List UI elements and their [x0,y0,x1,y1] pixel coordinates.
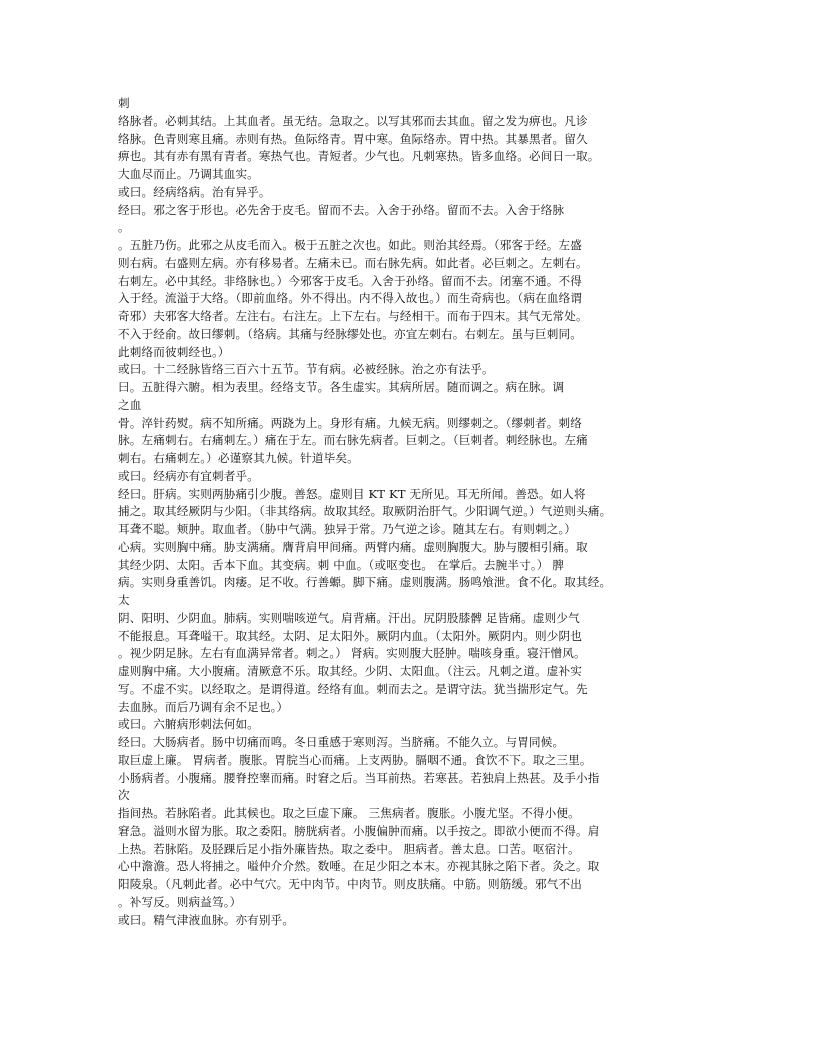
text-line: 或曰。十二经脉皆络三百六十五节。节有病。必被经脉。治之亦有法乎。 [118,362,494,377]
text-line: 取巨虚上廉。 胃病者。腹胀。胃脘当心而痛。上支两胁。膈咽不通。食饮不下。取之三里。 [118,752,592,767]
text-line: 奇邪）夫邪客大络者。左注右。右注左。上下左右。与经相干。而布于四末。其气无常处。 [118,309,588,323]
text-line: 痹也。其有赤有黑有青者。寒热气也。青短者。少气也。凡刺寒热。皆多血络。必间日一取。 [118,149,600,164]
text-line: 病。实则身重善饥。肉痿。足不收。行善螈。脚下痛。虚则腹满。肠鸣飧泄。食不化。取其经。 [118,575,612,590]
text-line: 阳陵泉。（凡刺此者。必中气穴。无中肉节。中肉节。则皮肤痛。中筋。则筋缓。邪气不出 [118,877,582,891]
text-line: 大血尽而止。乃调其血实。 [118,167,259,181]
text-line: 窘急。溢则水留为胀。取之委阳。膀胱病者。小腹偏肿而痛。以手按之。即欲小便而不得。肩 [118,823,600,838]
text-line: 。五脏乃伤。此邪之从皮毛而入。极于五脏之次也。如此。则治其经焉。（邪客于经。左盛 [118,238,582,252]
text-line: 上热。若脉陷。及胫踝后足小指外廉皆热。取之委中。 胆病者。善太息。口苦。呕宿汁。 [118,841,580,856]
text-line: 不能报息。耳聋嗌干。取其经。太阴、足太阳外。厥阴内血。（太阳外。厥阴内。则少阴也 [118,628,582,643]
text-line: 之血 [118,397,142,412]
text-line: 捕之。取其经厥阴与少阳。（非其络病。故取其经。取厥阴治肝气。少阳调气逆。）气逆则头痛。 [118,504,612,519]
text-line: 虚则胸中痛。大小腹痛。清厥意不乐。取其经。少阴、太阳血。（注云。凡刺之道。虚补实 [118,664,582,678]
text-line: 络脉。色青则寒且痛。赤则有热。鱼际络青。胃中寒。鱼际络赤。胃中热。其暴黑者。留久 [118,131,588,146]
text-line: 心病。实则胸中痛。胁支满痛。膺背肩甲间痛。两臂内痛。虚则胸腹大。胁与腰相引痛。取 [118,539,588,554]
text-line: 曰。五脏得六腑。相为表里。经络支节。各生虚实。其病所居。随而调之。病在脉。调 [118,380,565,394]
text-line: 不入于经俞。故曰缪刺。（络病。其痛与经脉缪处也。亦宜左刺右。右刺左。虽与巨刺同。 [118,326,582,341]
text-line: 。补写反。则病益笃。） [118,894,242,909]
text-line: 此刺络而彼刺经也。） [118,344,230,359]
text-line: 其经少阴、太阳。舌本下血。其变病。刺 中血。（或呕变也。 在掌后。去腕半寸。） 脾 [118,557,565,572]
text-line: 。视少阴足脉。左右有血满异常者。刺之。） 肾病。实则腹大胫肿。喘咳身重。寝汗憎风。 [118,646,586,661]
text-line: 心中澹澹。恐人将捕之。嗌仲介介然。数唾。在足少阳之本末。亦视其脉之陷下者。灸之。取 [118,859,600,874]
text-line: 络脉者。必刺其结。上其血者。虽无结。急取之。以写其邪而去其血。留之发为痹也。凡诊 [118,113,588,128]
text-line: 去血脉。而后乃调有余不足也。） [118,699,289,714]
text-line: 或曰。经病亦有宜刺者乎。 [118,468,259,483]
text-line: 经曰。邪之客于形也。必先舍于皮毛。留而不去。入舍于孙络。留而不去。入舍于络脉 [118,202,565,217]
text-line: 。 [118,220,130,235]
text-line: 太 [118,593,130,607]
text-line: 经曰。肝病。实则两胁痛引少腹。善怒。虚则目 KT KT 无所见。耳无所闻。善恐。如人将 [118,486,586,501]
text-line: 刺右。右痛刺左。）必谨察其九候。针道毕矣。 [118,451,359,465]
text-line: 阴、阳明、少阴血。肺病。实则喘咳逆气。肩背痛。汗出。尻阴股膝髀 足皆痛。虚则少气 [118,610,580,625]
text-line: 指间热。若脉陷者。此其候也。取之巨虚下廉。 三焦病者。腹胀。小腹尤坚。不得小便。 [118,806,580,820]
text-line: 入于经。流溢于大络。（即前血络。外不得出。内不得入故也。）而生奇病也。（病在血络谓 [118,291,583,306]
text-line: 骨。淬针药熨。病不知所痛。两跷为上。身形有痛。九候无病。则缪刺之。（缪刺者。刺络 [118,415,582,430]
text-line: 刺 [118,96,130,110]
text-line: 右刺左。必中其经。非络脉也。）今邪客于皮毛。入舍于孙络。留而不去。闭塞不通。不得 [118,273,582,288]
text-line: 脉。左痛刺右。右痛刺左。）痛在于左。而右脉先病者。巨刺之。（巨刺者。刺经脉也。左痛 [118,433,588,448]
document-body [118,95,708,929]
text-line: 则右病。右盛则左病。亦有移易者。左痛未已。而右脉先病。如此者。必巨刺之。左刺右。 [118,255,588,270]
text-line: 经曰。大肠病者。肠中切痛而鸣。冬日重感于寒则泻。当脐痛。不能久立。与胃同候。 [118,735,565,749]
text-line: 写。不虚不实。以经取之。是谓得道。经络有血。刺而去之。是谓守法。犹当揣形定气。先 [118,681,588,696]
text-line: 或曰。六腑病形刺法何如。 [118,717,259,732]
text-line: 或曰。经病络病。治有异乎。 [118,184,271,199]
text-line: 次 [118,788,130,803]
text-line: 小肠病者。小腹痛。腰脊控睾而痛。时窘之后。当耳前热。若寒甚。若独肩上热甚。及手小指 [118,770,600,785]
text-line: 耳聋不聪。颊肿。取血者。（胁中气满。独异于常。乃气逆之诊。随其左右。有则刺之。） [118,522,577,536]
text-line: 或曰。精气津液血脉。亦有别乎。 [118,912,295,927]
